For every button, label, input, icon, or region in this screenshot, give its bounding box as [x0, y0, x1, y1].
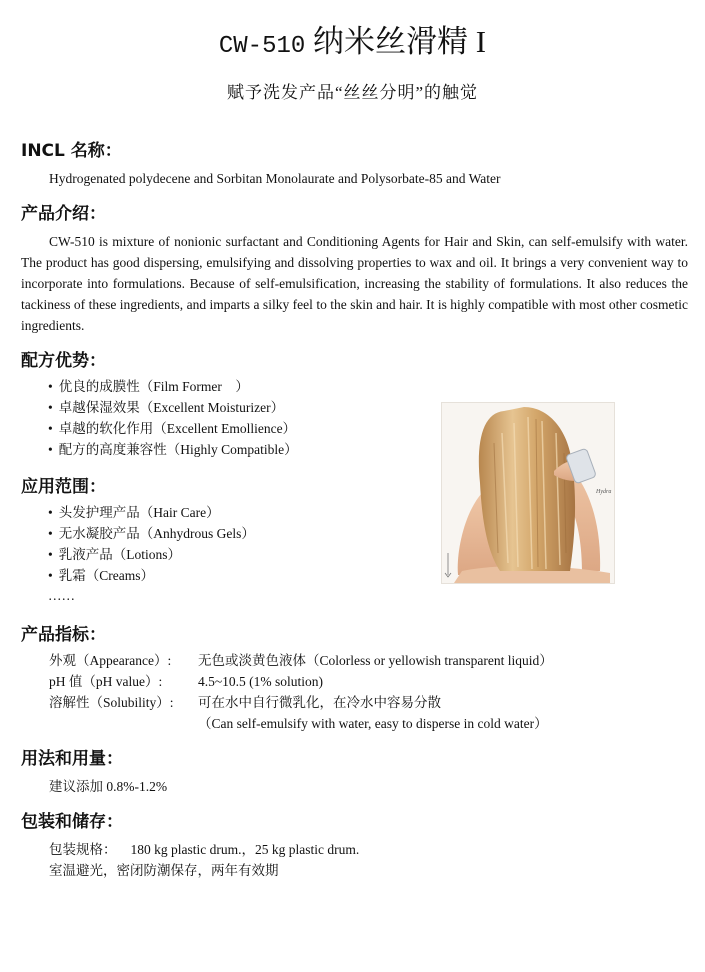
specs-table	[49, 650, 553, 734]
spec-row	[49, 692, 553, 713]
spec-value: 4.5~10.5 (1% solution)	[198, 674, 324, 689]
spec-value: 可在水中自行微乳化，在冷水中容易分散	[198, 695, 441, 710]
packaging-heading: 包装和储存：	[21, 812, 123, 832]
list-item: • 卓越保湿效果（Excellent Moisturizer）	[48, 397, 298, 418]
product-code: CW-510	[218, 33, 306, 60]
intro-paragraph: CW-510 is mixture of nonionic surfactant and Conditioning Agents for Hair and Skin, can self-emulsify with water. The product has good dispersing, emulsifying and dissolving properties to wax and oil. It brings a very convenient way to incorporate into formulations. Because of self-emulsification, increasing the stability of formulations. It also reduces the tackiness of these ingredients, and imparts a silky feel to the skin and hair. It is highly compatible with most other cosmetic ingredients.	[21, 234, 688, 333]
spec-label	[49, 713, 198, 734]
list-item: • 乳霜（Creams）	[48, 565, 255, 586]
list-item: • 优良的成膜性（Film Former ）	[48, 376, 298, 397]
woman-long-hair-drinking-photo	[441, 402, 615, 584]
packaging-spec-label: 包装规格：	[49, 842, 117, 857]
list-item: • 无水凝胶产品（Anhydrous Gels）	[48, 523, 255, 544]
spec-row	[49, 713, 553, 734]
product-name: 纳米丝滑精 I	[313, 24, 487, 59]
intro-heading: 产品介绍：	[21, 204, 106, 224]
incl-heading: INCL 名称：	[21, 141, 122, 161]
document-title	[0, 22, 705, 67]
applications-more: ……	[48, 588, 75, 603]
applications-list	[48, 502, 255, 586]
list-item: • 卓越的软化作用（Excellent Emollience）	[48, 418, 298, 439]
incl-text: Hydrogenated polydecene and Sorbitan Monolaurate and Polysorbate-85 and Water	[49, 171, 501, 186]
spec-value: （Can self-emulsify with water, easy to disperse in cold water）	[198, 716, 548, 731]
list-item: • 配方的高度兼容性（Highly Compatible）	[48, 439, 298, 460]
storage-text: 室温避光，密闭防潮保存，两年有效期	[49, 863, 279, 878]
usage-text: 建议添加 0.8%-1.2%	[49, 779, 168, 794]
advantages-list	[48, 376, 298, 460]
list-item: • 乳液产品（Lotions）	[48, 544, 255, 565]
list-item: • 头发护理产品（Hair Care）	[48, 502, 255, 523]
spec-label: 溶解性（Solubility）:	[49, 695, 174, 710]
spec-row	[49, 650, 553, 671]
applications-heading: 应用范围：	[21, 477, 106, 497]
photo-illustration	[442, 403, 614, 583]
specs-heading: 产品指标：	[21, 625, 106, 645]
packaging-spec	[49, 839, 359, 860]
packaging-spec-value: 180 kg plastic drum.，25 kg plastic drum.	[130, 842, 360, 857]
spec-value: 无色或淡黄色液体（Colorless or yellowish transparent liquid）	[198, 653, 553, 668]
advantages-heading: 配方优势：	[21, 351, 106, 371]
photo-caption: Hydra	[596, 489, 612, 495]
spec-label: pH 值（pH value）:	[49, 674, 163, 689]
usage-heading: 用法和用量：	[21, 749, 123, 769]
document-subtitle: 赋予洗发产品“丝丝分明”的触觉	[226, 83, 479, 102]
spec-label: 外观（Appearance）:	[49, 653, 172, 668]
spec-row	[49, 671, 553, 692]
